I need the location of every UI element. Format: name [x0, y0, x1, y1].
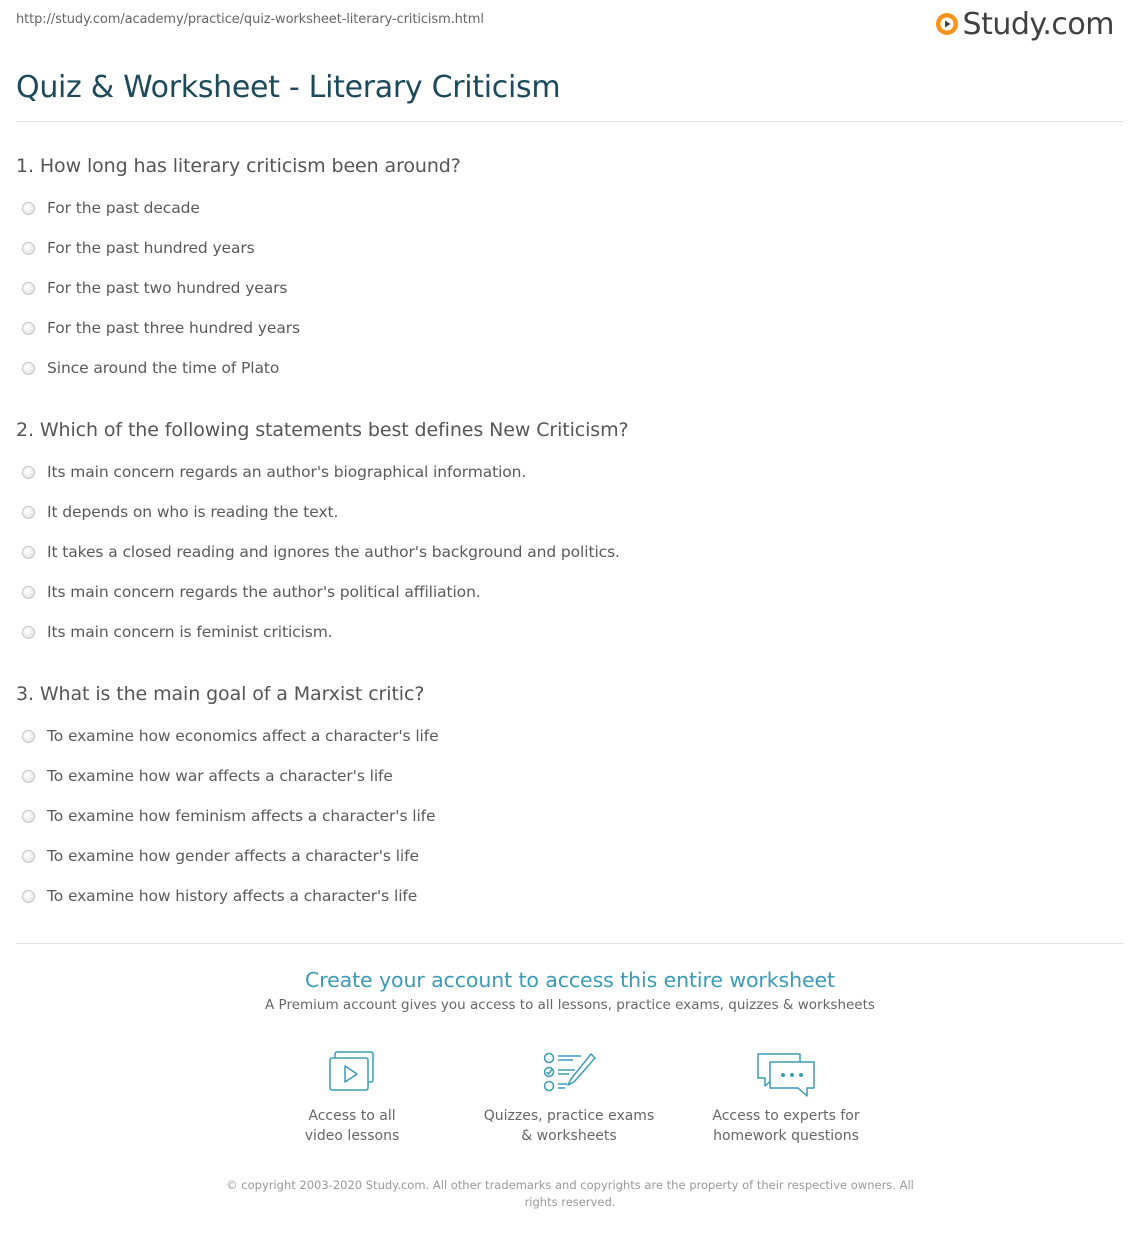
question-3-title: 3. What is the main goal of a Marxist critic? [16, 683, 425, 705]
quiz-checklist-icon [541, 1050, 597, 1094]
question-1-option-1[interactable] [22, 197, 200, 219]
question-1-option-2[interactable] [22, 237, 255, 259]
feature-label-line-1: Access to all [308, 1108, 396, 1124]
question-2-title: 2. Which of the following statements best defines New Criticism? [16, 419, 629, 441]
option-label: For the past two hundred years [47, 279, 288, 297]
question-2-option-1[interactable] [22, 461, 526, 483]
feature-quizzes [479, 1050, 659, 1146]
question-3-option-3[interactable] [22, 805, 435, 827]
option-label: To examine how gender affects a character's life [47, 847, 419, 865]
question-3-option-4[interactable] [22, 845, 419, 867]
feature-video-lessons [262, 1050, 442, 1146]
play-logo-icon [935, 12, 959, 36]
question-1-option-4[interactable] [22, 317, 300, 339]
option-label: To examine how history affects a character's life [47, 887, 418, 905]
feature-label-line-2: homework questions [713, 1128, 859, 1144]
cta-divider [16, 943, 1124, 944]
radio-button[interactable] [22, 810, 35, 823]
question-3-option-5[interactable] [22, 885, 417, 907]
question-2-option-2[interactable] [22, 501, 338, 523]
option-label: It depends on who is reading the text. [47, 503, 339, 521]
option-label: Its main concern is feminist criticism. [47, 623, 333, 641]
logo-text: Study.com [962, 6, 1114, 42]
chat-bubbles-icon [754, 1050, 818, 1100]
feature-label-line-2: & worksheets [521, 1128, 617, 1144]
option-label: To examine how feminism affects a character's life [47, 807, 436, 825]
question-2-option-4[interactable] [22, 581, 481, 603]
option-label: For the past decade [47, 199, 200, 217]
option-label: Its main concern regards an author's biographical information. [47, 463, 527, 481]
copyright-text: © copyright 2003-2020 Study.com. All other trademarks and copyrights are the property of their respective owners. All rights reserved. [226, 1178, 914, 1209]
question-2-option-3[interactable] [22, 541, 620, 563]
radio-button[interactable] [22, 506, 35, 519]
question-3-option-1[interactable] [22, 725, 439, 747]
feature-label-line-1: Quizzes, practice exams [483, 1108, 655, 1124]
radio-button[interactable] [22, 586, 35, 599]
option-label: Its main concern regards the author's political affiliation. [47, 583, 481, 601]
option-label: It takes a closed reading and ignores the author's background and politics. [47, 543, 620, 561]
cta-subtitle: A Premium account gives you access to all lessons, practice exams, quizzes & worksheets [265, 997, 875, 1013]
feature-label-line-1: Access to experts for [712, 1108, 860, 1124]
question-1-title: 1. How long has literary criticism been around? [16, 155, 461, 177]
radio-button[interactable] [22, 282, 35, 295]
question-1-option-3[interactable] [22, 277, 287, 299]
option-label: Since around the time of Plato [47, 359, 280, 377]
study-logo[interactable] [935, 6, 1114, 42]
option-label: To examine how war affects a character's life [47, 767, 393, 785]
radio-button[interactable] [22, 322, 35, 335]
radio-button[interactable] [22, 202, 35, 215]
page-title: Quiz & Worksheet - Literary Criticism [16, 70, 561, 105]
radio-button[interactable] [22, 730, 35, 743]
radio-button[interactable] [22, 362, 35, 375]
radio-button[interactable] [22, 850, 35, 863]
radio-button[interactable] [22, 770, 35, 783]
page-url: http://study.com/academy/practice/quiz-worksheet-literary-criticism.html [16, 12, 484, 27]
feature-experts [696, 1050, 876, 1146]
title-divider [16, 121, 1124, 122]
radio-button[interactable] [22, 890, 35, 903]
feature-label-line-2: video lessons [304, 1128, 400, 1144]
option-label: To examine how economics affect a character's life [47, 727, 439, 745]
radio-button[interactable] [22, 546, 35, 559]
create-account-link[interactable]: Create your account to access this entire worksheet [305, 968, 835, 992]
video-lessons-icon [326, 1050, 378, 1094]
radio-button[interactable] [22, 466, 35, 479]
question-1-option-5[interactable] [22, 357, 279, 379]
radio-button[interactable] [22, 626, 35, 639]
option-label: For the past hundred years [47, 239, 255, 257]
question-2-option-5[interactable] [22, 621, 333, 643]
question-3-option-2[interactable] [22, 765, 393, 787]
radio-button[interactable] [22, 242, 35, 255]
option-label: For the past three hundred years [47, 319, 300, 337]
